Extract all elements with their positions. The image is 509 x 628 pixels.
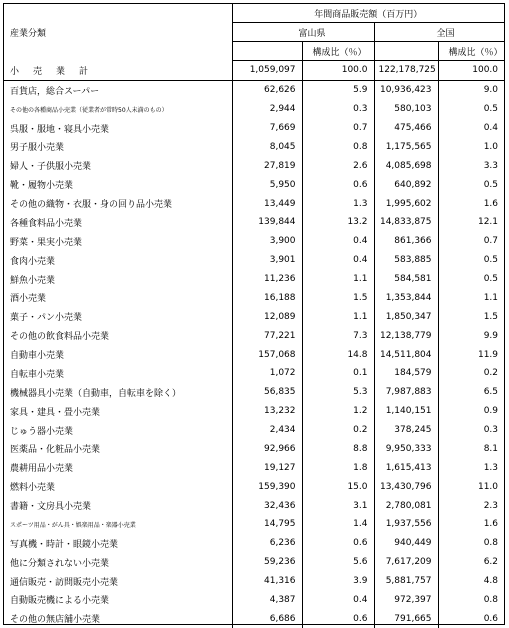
national-amount-cell: 1,353,844 <box>385 292 432 303</box>
table-row <box>4 289 504 308</box>
national-amount-cell: 1,995,602 <box>385 198 432 209</box>
category-cell: 自動車小売業 <box>4 345 232 364</box>
table-row <box>4 194 504 213</box>
toyama-amount-cell: 13,449 <box>264 198 296 209</box>
table-row <box>4 572 504 591</box>
category-cell: 菓子・パン小売業 <box>4 307 232 326</box>
national-ratio-cell: 0.8 <box>438 591 504 610</box>
toyama-ratio-cell: 3.9 <box>302 572 374 591</box>
total-category: 小売業計 <box>4 61 232 81</box>
table-row <box>4 440 504 459</box>
toyama-amount-cell: 6,236 <box>269 538 296 549</box>
national-amount-cell: 972,397 <box>394 594 432 605</box>
total-row <box>4 61 504 81</box>
category-cell: 写真機・時計・眼鏡小売業 <box>4 534 232 553</box>
total-toyama-ratio: 100.0 <box>302 61 374 81</box>
national-ratio-cell: 3.3 <box>438 156 504 175</box>
toyama-ratio-cell: 1.5 <box>302 289 374 308</box>
category-cell: 百貨店，総合スーパー <box>4 80 232 99</box>
national-ratio-header: 構成比（％） <box>438 42 504 61</box>
category-cell: その他の織物・衣服・身の回り品小売業 <box>4 194 232 213</box>
table-row <box>4 458 504 477</box>
toyama-ratio-cell: 1.8 <box>302 458 374 477</box>
category-cell: 野菜・果実小売業 <box>4 232 232 251</box>
category-cell: 酒小売業 <box>4 289 232 308</box>
toyama-ratio-cell: 0.8 <box>302 138 374 157</box>
toyama-ratio-cell: 5.6 <box>302 553 374 572</box>
national-ratio-cell: 0.9 <box>438 402 504 421</box>
sales-table-sheet <box>3 3 505 625</box>
category-cell: じゅう器小売業 <box>4 421 232 440</box>
national-amount-cell: 5,881,757 <box>385 576 432 587</box>
national-amount-cell: 583,885 <box>394 255 432 266</box>
toyama-ratio-cell: 3.1 <box>302 496 374 515</box>
total-national-amount: 122,178,725 <box>374 61 438 81</box>
category-cell: 燃料小売業 <box>4 477 232 496</box>
toyama-amount-cell: 139,844 <box>258 217 296 228</box>
toyama-amount-cell: 62,626 <box>264 85 296 96</box>
toyama-ratio-cell: 14.8 <box>302 345 374 364</box>
toyama-amount-cell: 27,819 <box>264 160 296 171</box>
table-row <box>4 175 504 194</box>
table-row <box>4 534 504 553</box>
category-cell: その他の無店舗小売業 <box>4 609 232 628</box>
national-amount-cell: 475,466 <box>394 123 432 134</box>
toyama-ratio-cell: 2.6 <box>302 156 374 175</box>
national-amount-cell: 184,579 <box>394 368 432 379</box>
table-row <box>4 232 504 251</box>
toyama-amount-cell: 157,068 <box>258 349 296 360</box>
national-ratio-cell: 4.8 <box>438 572 504 591</box>
national-ratio-cell: 8.1 <box>438 440 504 459</box>
national-ratio-cell: 1.5 <box>438 307 504 326</box>
toyama-ratio-cell: 0.4 <box>302 251 374 270</box>
national-amount-cell: 584,581 <box>394 274 432 285</box>
category-header: 産業分類 <box>4 4 232 61</box>
national-ratio-cell: 0.2 <box>438 364 504 383</box>
national-amount-subheader <box>374 42 438 61</box>
toyama-amount-cell: 56,835 <box>264 387 296 398</box>
national-ratio-cell: 0.5 <box>438 175 504 194</box>
annual-sales-header: 年間商品販売額（百万円） <box>232 4 504 23</box>
toyama-amount-cell: 7,669 <box>269 123 296 134</box>
table-row <box>4 80 504 99</box>
national-ratio-cell: 9.0 <box>438 80 504 99</box>
toyama-ratio-cell: 8.8 <box>302 440 374 459</box>
category-cell: 婦人・子供服小売業 <box>4 156 232 175</box>
toyama-amount-cell: 2,944 <box>269 104 296 115</box>
national-amount-cell: 1,615,413 <box>385 462 432 473</box>
table-row <box>4 609 504 628</box>
table-row <box>4 100 504 119</box>
category-cell: 家具・建具・畳小売業 <box>4 402 232 421</box>
national-ratio-cell: 0.5 <box>438 251 504 270</box>
national-amount-cell: 13,430,796 <box>379 481 432 492</box>
table-row <box>4 364 504 383</box>
toyama-amount-cell: 16,188 <box>264 292 296 303</box>
table-row <box>4 213 504 232</box>
table-row <box>4 138 504 157</box>
national-amount-cell: 1,140,151 <box>385 406 432 417</box>
sales-table <box>4 4 504 628</box>
national-ratio-cell: 11.0 <box>438 477 504 496</box>
toyama-ratio-cell: 1.2 <box>302 402 374 421</box>
category-cell: 呉服・服地・寝具小売業 <box>4 119 232 138</box>
table-row <box>4 345 504 364</box>
toyama-amount-cell: 14,795 <box>264 519 296 530</box>
national-amount-cell: 12,138,779 <box>379 330 432 341</box>
national-ratio-cell: 6.5 <box>438 383 504 402</box>
national-amount-cell: 14,833,875 <box>379 217 432 228</box>
toyama-ratio-header: 構成比（％） <box>302 42 374 61</box>
toyama-ratio-cell: 0.4 <box>302 591 374 610</box>
table-row <box>4 326 504 345</box>
national-ratio-cell: 0.3 <box>438 421 504 440</box>
national-amount-cell: 1,850,347 <box>385 311 432 322</box>
category-cell: 自転車小売業 <box>4 364 232 383</box>
national-ratio-cell: 11.9 <box>438 345 504 364</box>
toyama-amount-cell: 19,127 <box>264 462 296 473</box>
total-national-ratio: 100.0 <box>438 61 504 81</box>
table-row <box>4 156 504 175</box>
national-amount-cell: 4,085,698 <box>385 160 432 171</box>
category-cell: 男子服小売業 <box>4 138 232 157</box>
category-cell: 通信販売・訪問販売小売業 <box>4 572 232 591</box>
toyama-amount-cell: 13,232 <box>264 406 296 417</box>
toyama-ratio-cell: 15.0 <box>302 477 374 496</box>
national-amount-cell: 9,950,333 <box>385 443 432 454</box>
national-amount-cell: 580,103 <box>394 104 432 115</box>
national-amount-cell: 2,780,081 <box>385 500 432 511</box>
toyama-amount-cell: 2,434 <box>269 425 296 436</box>
category-cell: 靴・履物小売業 <box>4 175 232 194</box>
national-ratio-cell: 1.1 <box>438 289 504 308</box>
toyama-ratio-cell: 0.6 <box>302 609 374 628</box>
toyama-ratio-cell: 0.3 <box>302 100 374 119</box>
toyama-amount-cell: 32,436 <box>264 500 296 511</box>
national-ratio-cell: 1.6 <box>438 515 504 534</box>
category-cell: 鮮魚小売業 <box>4 270 232 289</box>
national-ratio-cell: 0.5 <box>438 270 504 289</box>
national-ratio-cell: 0.6 <box>438 609 504 628</box>
category-cell: 農耕用品小売業 <box>4 458 232 477</box>
toyama-amount-cell: 41,316 <box>264 576 296 587</box>
category-cell: 他に分類されない小売業 <box>4 553 232 572</box>
toyama-amount-cell: 12,089 <box>264 311 296 322</box>
toyama-amount-cell: 59,236 <box>264 557 296 568</box>
table-row <box>4 251 504 270</box>
national-amount-cell: 7,987,883 <box>385 387 432 398</box>
table-row <box>4 496 504 515</box>
toyama-amount-subheader <box>232 42 302 61</box>
national-header: 全国 <box>374 23 504 42</box>
category-cell: 食肉小売業 <box>4 251 232 270</box>
toyama-ratio-cell: 0.4 <box>302 232 374 251</box>
category-cell: 医薬品・化粧品小売業 <box>4 440 232 459</box>
toyama-ratio-cell: 13.2 <box>302 213 374 232</box>
table-row <box>4 421 504 440</box>
national-amount-cell: 791,665 <box>394 613 432 624</box>
toyama-amount-cell: 159,390 <box>258 481 296 492</box>
toyama-ratio-cell: 0.7 <box>302 119 374 138</box>
table-row <box>4 553 504 572</box>
national-ratio-cell: 0.5 <box>438 100 504 119</box>
category-cell: 書籍・文房具小売業 <box>4 496 232 515</box>
toyama-ratio-cell: 0.2 <box>302 421 374 440</box>
national-amount-cell: 378,245 <box>394 425 432 436</box>
toyama-amount-cell: 3,900 <box>269 236 296 247</box>
national-amount-cell: 7,617,209 <box>385 557 432 568</box>
national-amount-cell: 14,511,804 <box>379 349 432 360</box>
national-ratio-cell: 12.1 <box>438 213 504 232</box>
national-ratio-cell: 1.0 <box>438 138 504 157</box>
toyama-ratio-cell: 1.3 <box>302 194 374 213</box>
table-row <box>4 270 504 289</box>
table-row <box>4 383 504 402</box>
toyama-ratio-cell: 1.4 <box>302 515 374 534</box>
national-amount-cell: 10,936,423 <box>379 85 432 96</box>
table-row <box>4 477 504 496</box>
toyama-ratio-cell: 1.1 <box>302 307 374 326</box>
toyama-amount-cell: 11,236 <box>264 274 296 285</box>
toyama-ratio-cell: 5.9 <box>302 80 374 99</box>
toyama-amount-cell: 8,045 <box>269 141 296 152</box>
national-ratio-cell: 1.3 <box>438 458 504 477</box>
category-cell: その他の各種商品小売業（従業者が常時50人未満のもの） <box>4 100 232 119</box>
toyama-amount-cell: 92,966 <box>264 443 296 454</box>
table-row <box>4 307 504 326</box>
category-cell: その他の飲食料品小売業 <box>4 326 232 345</box>
national-ratio-cell: 1.6 <box>438 194 504 213</box>
total-toyama-amount: 1,059,097 <box>232 61 302 81</box>
table-row <box>4 402 504 421</box>
toyama-amount-cell: 5,950 <box>269 179 296 190</box>
table-row <box>4 515 504 534</box>
toyama-ratio-cell: 0.1 <box>302 364 374 383</box>
toyama-header: 富山県 <box>232 23 374 42</box>
category-cell: スポーツ用品・がん具・娯楽用品・楽器小売業 <box>4 515 232 534</box>
category-cell: 機械器具小売業（自動車，自転車を除く） <box>4 383 232 402</box>
toyama-amount-cell: 1,072 <box>269 368 296 379</box>
table-row <box>4 119 504 138</box>
national-amount-cell: 1,175,565 <box>385 141 432 152</box>
toyama-ratio-cell: 0.6 <box>302 175 374 194</box>
toyama-ratio-cell: 7.3 <box>302 326 374 345</box>
national-amount-cell: 940,449 <box>394 538 432 549</box>
toyama-amount-cell: 77,221 <box>264 330 296 341</box>
table-row <box>4 591 504 610</box>
national-ratio-cell: 0.7 <box>438 232 504 251</box>
national-ratio-cell: 6.2 <box>438 553 504 572</box>
toyama-ratio-cell: 0.6 <box>302 534 374 553</box>
toyama-amount-cell: 3,901 <box>269 255 296 266</box>
toyama-amount-cell: 6,686 <box>269 613 296 624</box>
national-ratio-cell: 0.4 <box>438 119 504 138</box>
national-amount-cell: 640,892 <box>394 179 432 190</box>
national-amount-cell: 861,366 <box>394 236 432 247</box>
toyama-ratio-cell: 5.3 <box>302 383 374 402</box>
national-amount-cell: 1,937,556 <box>385 519 432 530</box>
category-cell: 各種食料品小売業 <box>4 213 232 232</box>
national-ratio-cell: 2.3 <box>438 496 504 515</box>
toyama-ratio-cell: 1.1 <box>302 270 374 289</box>
category-cell: 自動販売機による小売業 <box>4 591 232 610</box>
national-ratio-cell: 0.8 <box>438 534 504 553</box>
toyama-amount-cell: 4,387 <box>269 594 296 605</box>
national-ratio-cell: 9.9 <box>438 326 504 345</box>
